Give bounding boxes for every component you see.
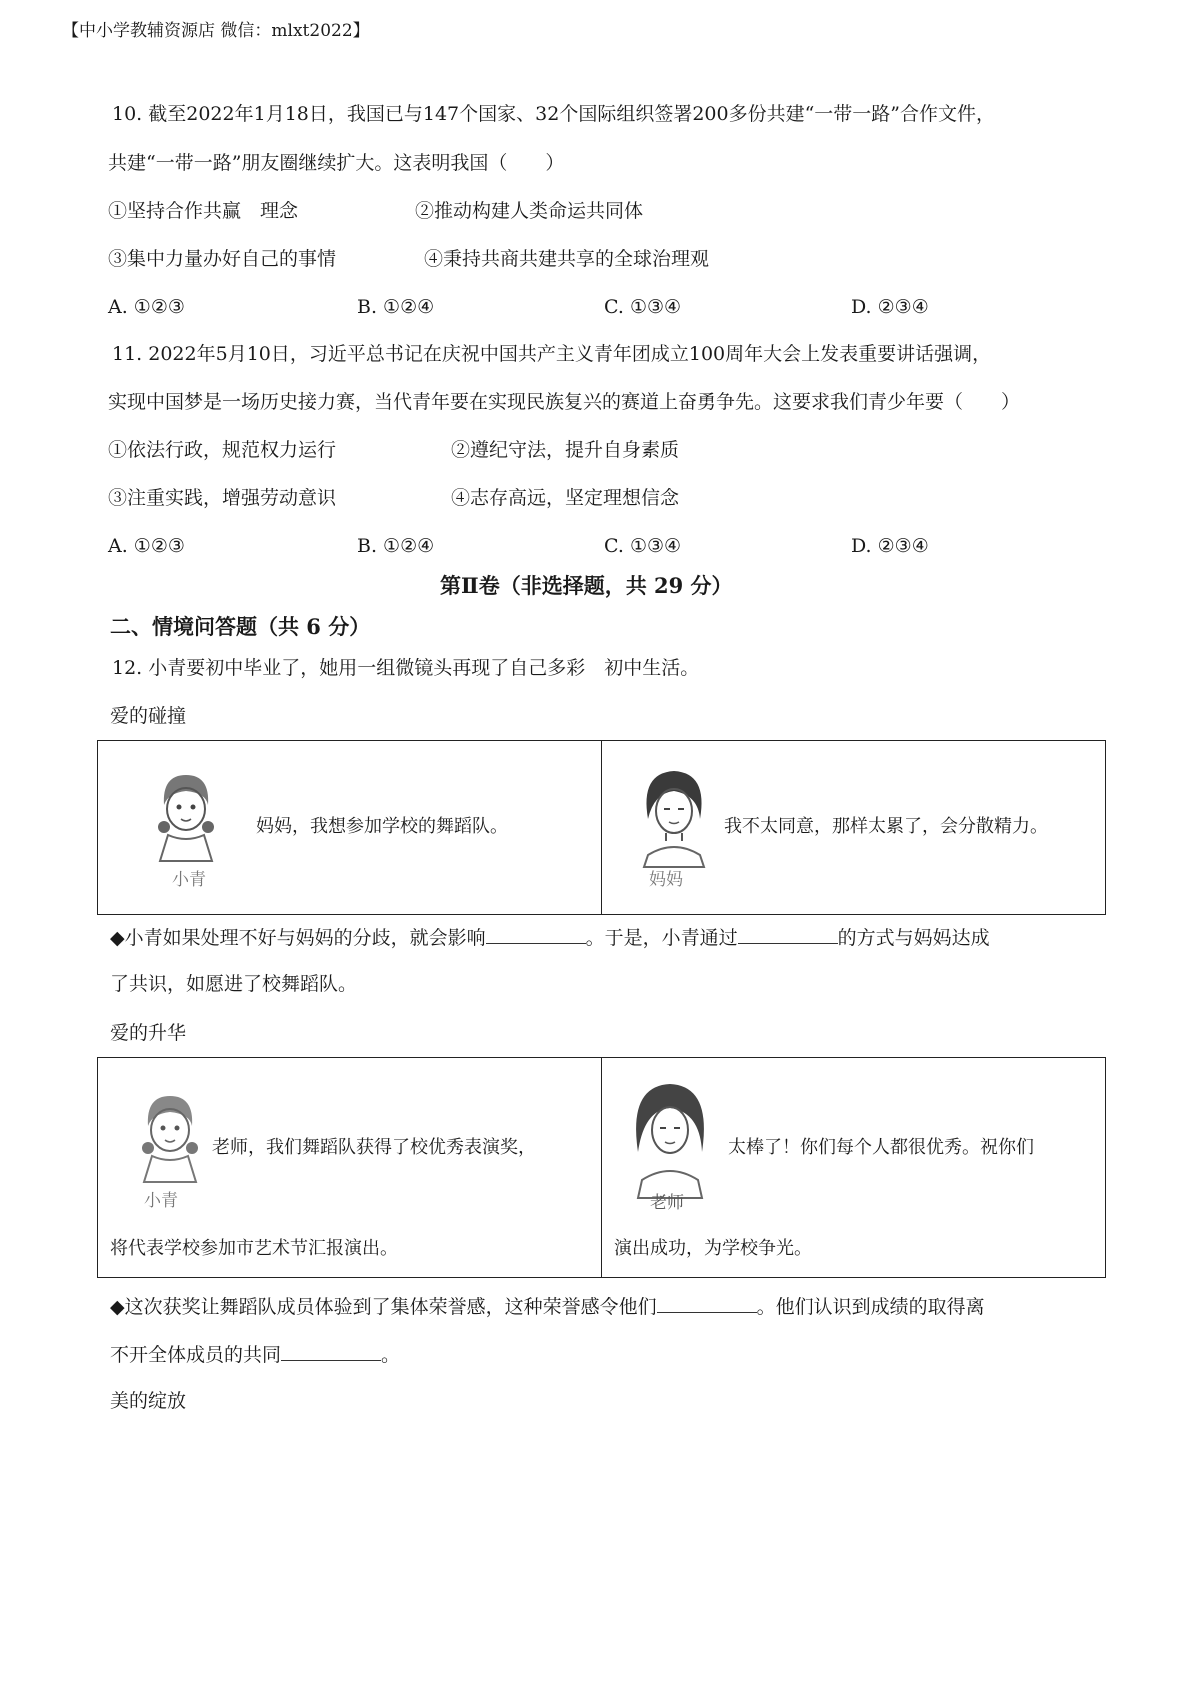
fill2-text-b: 。他们认识到成绩的取得离 bbox=[756, 1296, 985, 1318]
fill2-blank-1[interactable] bbox=[657, 1292, 757, 1313]
scene2-left-speech-2: 将代表学校参加市艺术节汇报演出。 bbox=[110, 1238, 398, 1259]
fill1-text-a: ◆小青如果处理不好与妈妈的分歧，就会影响 bbox=[110, 927, 486, 949]
section-title: 第Ⅱ卷（非选择题，共 29 分） bbox=[440, 573, 733, 598]
q11-choice-b: B. ①②④ bbox=[357, 535, 435, 557]
scene1-left-cell bbox=[98, 741, 602, 915]
fill1-line1 bbox=[110, 923, 990, 951]
mother-figure bbox=[628, 759, 718, 869]
fill1-text-b: 。于是，小青通过 bbox=[585, 927, 738, 949]
fill2-line1 bbox=[110, 1292, 985, 1320]
scene2-left-cell bbox=[98, 1058, 602, 1278]
part-title: 二、情境问答题（共 6 分） bbox=[110, 614, 371, 639]
q10-statement-3: ③集中力量办好自己的事情 bbox=[108, 248, 337, 270]
q10-stem-line1: 10. 截至2022年1月18日，我国已与147个国家、32个国际组织签署200多份共建“一带一路”合作文件， bbox=[112, 103, 996, 125]
girl-figure bbox=[130, 1086, 210, 1186]
scene1-right-speech: 我不太同意，那样太累了，会分散精力。 bbox=[724, 816, 1048, 837]
scene1-title: 爱的碰撞 bbox=[110, 705, 187, 727]
q11-statement-1: ①依法行政，规范权力运行 bbox=[108, 439, 337, 461]
scene1-left-speech: 妈妈，我想参加学校的舞蹈队。 bbox=[256, 816, 508, 837]
scene1-left-label: 小青 bbox=[172, 870, 206, 890]
q11-choice-a: A. ①②③ bbox=[108, 535, 185, 557]
q10-stem-line2: 共建“一带一路”朋友圈继续扩大。这表明我国（ ） bbox=[108, 152, 565, 174]
scene2-left-speech-1: 老师，我们舞蹈队获得了校优秀表演奖， bbox=[212, 1137, 536, 1158]
fill2-blank-2[interactable] bbox=[281, 1340, 381, 1361]
fill2-text-c: 不开全体成员的共同 bbox=[110, 1344, 282, 1366]
teacher-figure bbox=[620, 1072, 720, 1202]
scene1-table bbox=[97, 740, 1106, 915]
q11-choice-d: D. ②③④ bbox=[851, 535, 929, 557]
q10-choice-d: D. ②③④ bbox=[851, 296, 929, 318]
scene2-right-label: 老师 bbox=[650, 1193, 684, 1213]
q10-statement-2: ②推动构建人类命运共同体 bbox=[415, 200, 644, 222]
girl-figure bbox=[146, 765, 226, 865]
scene2-table bbox=[97, 1057, 1106, 1278]
fill1-blank-1[interactable] bbox=[486, 923, 586, 944]
header-note: 【中小学教辅资源店 微信：mlxt2022】 bbox=[62, 21, 370, 41]
q11-statement-3: ③注重实践，增强劳动意识 bbox=[108, 487, 337, 509]
q10-statement-4: ④秉持共商共建共享的全球治理观 bbox=[424, 248, 710, 270]
fill1-blank-2[interactable] bbox=[738, 923, 838, 944]
fill2-line2 bbox=[110, 1340, 400, 1368]
scene3-title: 美的绽放 bbox=[110, 1390, 187, 1412]
q11-statement-2: ②遵纪守法，提升自身素质 bbox=[451, 439, 680, 461]
scene2-right-cell bbox=[602, 1058, 1106, 1278]
q10-choice-a: A. ①②③ bbox=[108, 296, 185, 318]
scene2-right-speech-1: 太棒了！你们每个人都很优秀。祝你们 bbox=[728, 1137, 1034, 1158]
q10-choice-c: C. ①③④ bbox=[604, 296, 682, 318]
q11-statement-4: ④志存高远，坚定理想信念 bbox=[451, 487, 680, 509]
fill1-line2: 了共识，如愿进了校舞蹈队。 bbox=[110, 973, 358, 995]
fill2-text-d: 。 bbox=[381, 1344, 401, 1366]
scene1-right-label: 妈妈 bbox=[649, 870, 683, 890]
q10-choice-b: B. ①②④ bbox=[357, 296, 435, 318]
scene2-left-label: 小青 bbox=[144, 1191, 178, 1211]
fill1-text-c: 的方式与妈妈达成 bbox=[837, 927, 990, 949]
scene2-right-speech-2: 演出成功，为学校争光。 bbox=[614, 1238, 812, 1259]
q12-stem: 12. 小青要初中毕业了，她用一组微镜头再现了自己多彩 初中生活。 bbox=[112, 657, 700, 679]
q11-stem-line1: 11. 2022年5月10日，习近平总书记在庆祝中国共产主义青年团成立100周年大会上发表重要讲话强调， bbox=[112, 343, 992, 365]
q10-statement-1: ①坚持合作共赢 理念 bbox=[108, 200, 299, 222]
scene1-right-cell bbox=[602, 741, 1106, 915]
q11-choice-c: C. ①③④ bbox=[604, 535, 682, 557]
q11-stem-line2: 实现中国梦是一场历史接力赛，当代青年要在实现民族复兴的赛道上奋勇争先。这要求我们青少年要（ ） bbox=[108, 391, 1021, 413]
scene2-title: 爱的升华 bbox=[110, 1022, 187, 1044]
fill2-text-a: ◆这次获奖让舞蹈队成员体验到了集体荣誉感，这种荣誉感令他们 bbox=[110, 1296, 657, 1318]
